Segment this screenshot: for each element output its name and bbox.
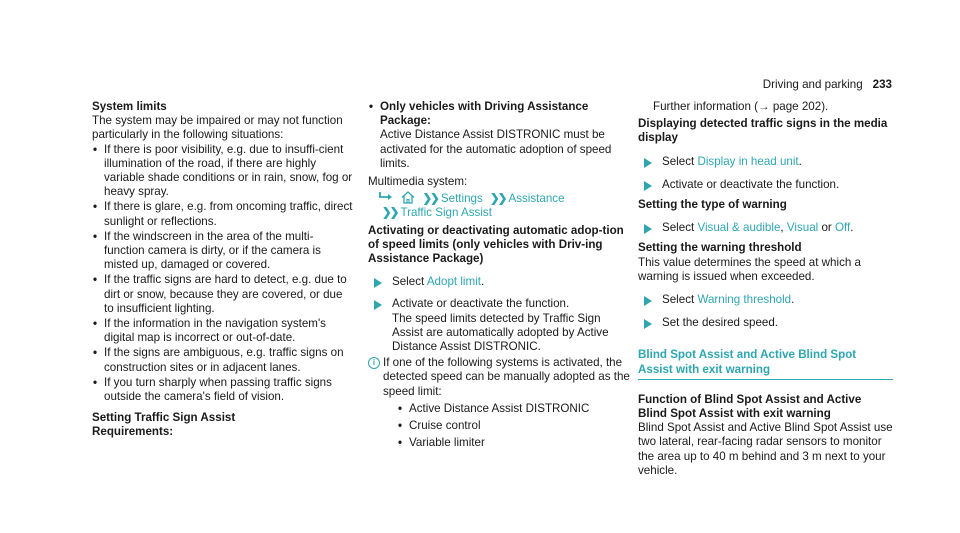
page-header — [763, 78, 892, 92]
step-text-end: . — [480, 275, 485, 289]
menu-path — [368, 191, 630, 220]
warning-threshold-heading: Setting the warning threshold — [638, 241, 802, 255]
list-item: • If the traffic signs are hard to detect, e.g. due to dirt or snow, because they are covered, or due to insufficient lighting. — [92, 273, 354, 316]
step-text: Set the desired speed. — [662, 316, 779, 330]
list-item: • If there is poor visibility, e.g. due to insuffi-cient illumination of the road, if there are highly variable shade conditions or in rain, snow, fog or heavy spray. — [92, 143, 354, 200]
step-warning-threshold — [638, 293, 893, 307]
separator: or — [818, 221, 835, 235]
separator: , — [780, 221, 787, 235]
double-chevron-icon: ❯❯ — [490, 192, 506, 206]
warning-threshold-link[interactable]: Warning threshold — [697, 293, 792, 307]
double-chevron-icon: ❯❯ — [422, 192, 438, 206]
list-item: • If you turn sharply when passing traffic signs outside the camera's field of vision. — [92, 376, 354, 404]
off-link[interactable]: Off — [834, 221, 851, 235]
info-note — [368, 356, 630, 450]
display-heading: Displaying detected traffic signs in the media display — [638, 117, 888, 145]
step-display-head-unit — [638, 155, 893, 169]
step-text: Activate or deactivate the function. — [392, 297, 570, 311]
triangle-step-icon — [644, 319, 652, 329]
requirements-list — [368, 100, 630, 171]
function-text: Blind Spot Assist and Active Blind Spot Assist use two lateral, rear-facing radar sensors to monitor the area up to 40 m behind and 3 m next to your vehicle. — [638, 421, 893, 477]
step-set-speed — [638, 316, 893, 330]
step-text-end: . — [791, 293, 795, 307]
requirements-label: Requirements: — [92, 425, 174, 439]
step-text-end: . — [798, 154, 802, 168]
step-activate — [368, 297, 630, 354]
warning-type-heading: Setting the type of warning — [638, 198, 787, 212]
further-info: Further information (→ page 202). — [653, 100, 829, 113]
triangle-step-icon — [644, 224, 652, 234]
system-limits-intro: The system may be impaired or may not function particularly in the following situations: — [92, 114, 343, 142]
list-item: • If the windscreen in the area of the multi-function camera is dirty, or if the camera is misted up, damaged or covered. — [92, 230, 354, 273]
step-text: Select — [392, 275, 427, 289]
note-text: If one of the following systems is activated, the detected speed can be manually adopted as the speed limit: — [383, 356, 630, 398]
req-text: Active Distance Assist DISTRONIC must be activated for the automatic adoption of speed limits. — [380, 128, 612, 170]
triangle-step-icon — [644, 181, 652, 191]
setting-tsa-heading: Setting Traffic Sign Assist — [92, 411, 236, 425]
list-item: • Active Distance Assist DISTRONIC — [397, 402, 630, 416]
triangle-step-icon — [374, 300, 382, 310]
list-item: • If there is glare, e.g. from oncoming traffic, direct sunlight or reflections. — [92, 200, 354, 228]
list-item: • Variable limiter — [397, 436, 630, 450]
note-list — [383, 402, 630, 451]
limits-list — [92, 143, 354, 405]
req-bullet: • Only vehicles with Driving Assistance Package: — [380, 100, 589, 128]
step-description: The speed limits detected by Traffic Sign Assist are automatically adopted by Active Distance Assist DISTRONIC. — [392, 311, 609, 354]
info-icon: i — [368, 357, 380, 369]
double-chevron-icon: ❯❯ — [382, 206, 398, 220]
header-section: Driving and parking — [762, 78, 863, 91]
settings-link[interactable]: Settings — [440, 192, 483, 206]
step-text: Select — [662, 154, 698, 168]
list-item: • If the information in the navigation system's digital map is incorrect or out-of-date. — [92, 317, 354, 345]
list-item: • Cruise control — [397, 419, 630, 433]
function-heading: Function of Blind Spot Assist and Active Blind Spot Assist with exit warning — [638, 392, 862, 421]
display-in-head-unit-link[interactable]: Display in head unit — [697, 154, 799, 168]
home-icon[interactable] — [401, 191, 415, 204]
corner-arrow-icon — [378, 191, 394, 203]
section-heading: Blind Spot Assist and Active Blind Spot Assist with exit warning — [638, 348, 893, 379]
column-3 — [638, 100, 893, 478]
triangle-step-icon — [644, 158, 652, 168]
step-activate — [638, 178, 893, 192]
page-number: 233 — [872, 78, 892, 91]
system-limits-heading: System limits — [92, 100, 167, 113]
column-1 — [92, 100, 354, 440]
step-text: Activate or deactivate the function. — [662, 177, 840, 191]
column-2 — [368, 100, 630, 450]
traffic-sign-assist-link[interactable]: Traffic Sign Assist — [400, 206, 492, 220]
step-text: Select — [662, 293, 698, 307]
step-text-end: . — [850, 221, 854, 235]
step-select-adopt-limit — [368, 275, 630, 289]
assistance-link[interactable]: Assistance — [508, 192, 565, 206]
triangle-step-icon — [644, 296, 652, 306]
triangle-step-icon — [374, 278, 382, 288]
adopt-limit-link[interactable]: Adopt limit — [426, 275, 481, 289]
step-warning-type — [638, 221, 893, 235]
multimedia-label: Multimedia system: — [368, 175, 468, 189]
list-item: • If the signs are ambiguous, e.g. traffic signs on construction sites or in adjacent lanes. — [92, 346, 354, 374]
visual-link[interactable]: Visual — [786, 221, 819, 235]
list-item — [368, 100, 630, 171]
threshold-text: This value determines the speed at which a warning is issued when exceeded. — [638, 255, 861, 283]
visual-audible-link[interactable]: Visual & audible — [697, 221, 781, 235]
activating-heading: Activating or deactivating automatic adop-tion of speed limits (only vehicles with Driv-ing Assistance Package) — [368, 223, 624, 266]
step-text: Select — [662, 221, 698, 235]
